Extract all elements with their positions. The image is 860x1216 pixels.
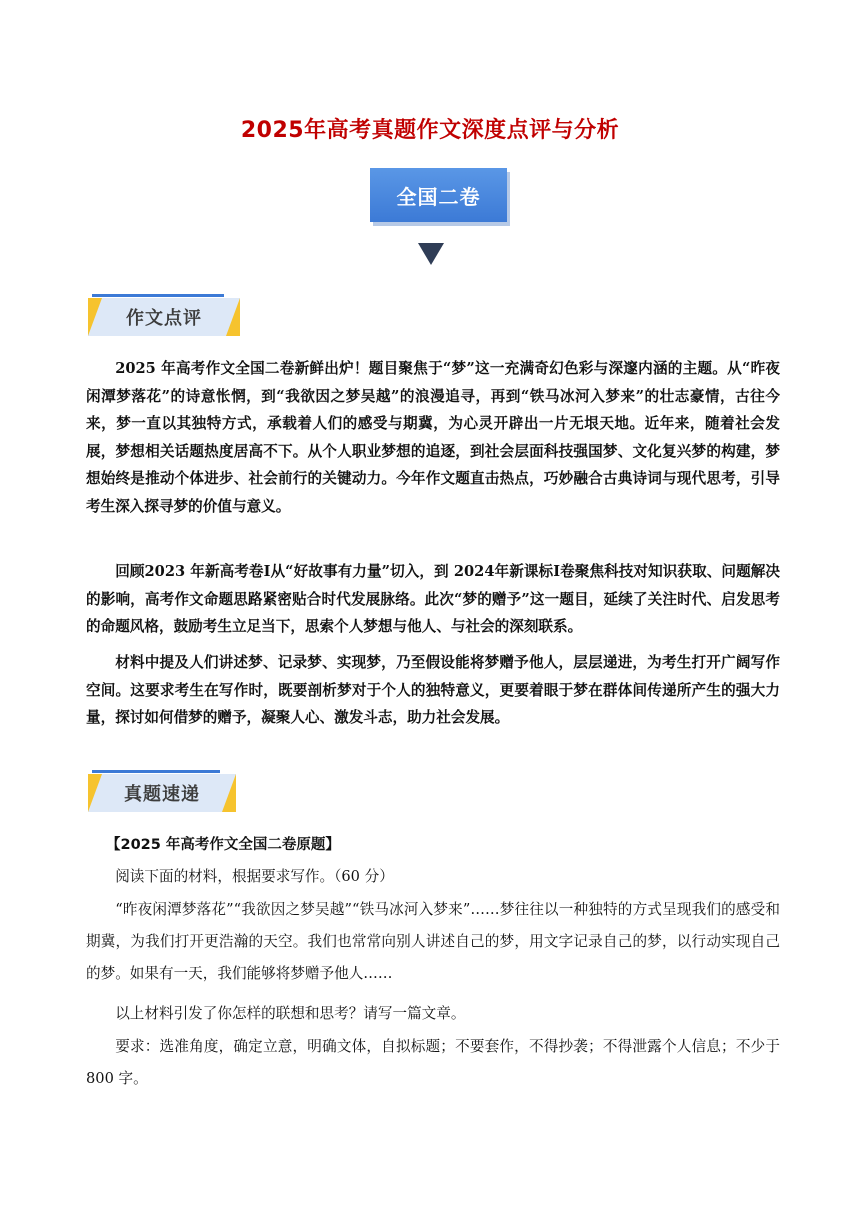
commentary-paragraph-1: 2025 年高考作文全国二卷新鲜出炉！题目聚焦于“梦”这一充满奇幻色彩与深邃内涵的主题。从“昨夜闲潭梦落花”的诗意怅惘，到“我欲因之梦吴越”的浪漫追寻，再到“铁马冰河入梦来”的壮志豪情，古往今来，梦一直以其独特方式，承载着人们的感受与期冀，为心灵开辟出一片无垠天地。近年来，随着社会发展，梦想相关话题热度居高不下。从个人职业梦想的追逐，到社会层面科技强国梦、文化复兴梦的构建，梦想始终是推动个体进步、社会前行的关键动力。今年作文题直击热点，巧妙融合古典诗词与现代思考，引导考生深入探寻梦的价值与意义。: [86, 360, 780, 515]
commentary-paragraph-2: 回顾2023 年新高考卷Ⅰ从“好故事有力量”切入，到 2024年新课标Ⅰ卷聚焦科技对知识获取、问题解决的影响，高考作文命题思路紧密贴合时代发展脉络。此次“梦的赠予”这一题目，延续了关注时代、启发思考的命题风格，鼓励考生立足当下，思索个人梦想与他人、与社会的深刻联系。: [86, 563, 780, 636]
document-title: 2025年高考真题作文深度点评与分析: [240, 118, 620, 143]
original-prompt: 以上材料引发了你怎样的联想和思考？请写一篇文章。: [115, 1005, 466, 1022]
original-question-heading: 【2025 年高考作文全国二卷原题】: [106, 837, 340, 853]
down-arrow-icon: [418, 243, 444, 265]
commentary-paragraph-3: 材料中提及人们讲述梦、记录梦、实现梦，乃至假设能将梦赠予他人，层层递进，为考生打开广阔写作空间。这要求考生在写作时，既要剖析梦对于个人的独特意义，更要着眼于梦在群体间传递所产生的强大力量，探讨如何借梦的赠予，凝聚人心、激发斗志，助力社会发展。: [86, 654, 780, 727]
exam-banner: [370, 168, 507, 222]
section-tag-commentary: [88, 294, 240, 336]
exam-banner-label: 全国二卷: [396, 184, 481, 209]
section-tag-label: 作文点评: [126, 308, 202, 329]
original-instruction: 阅读下面的材料，根据要求写作。（60 分）: [115, 868, 394, 885]
original-requirements: 要求：选准角度，确定立意，明确文体，自拟标题；不要套作，不得抄袭；不得泄露个人信息；不少于 800 字。: [86, 1038, 780, 1087]
original-material: “昨夜闲潭梦落花”“我欲因之梦吴越”“铁马冰河入梦来”……梦往往以一种独特的方式呈现我们的感受和期冀，为我们打开更浩瀚的天空。我们也常常向别人讲述自己的梦，用文字记录自己的梦，以行动实现自己的梦。如果有一天，我们能够将梦赠予他人……: [86, 901, 780, 982]
section-tag-original-question: [88, 770, 236, 812]
section-tag-label: 真题速递: [124, 784, 200, 805]
